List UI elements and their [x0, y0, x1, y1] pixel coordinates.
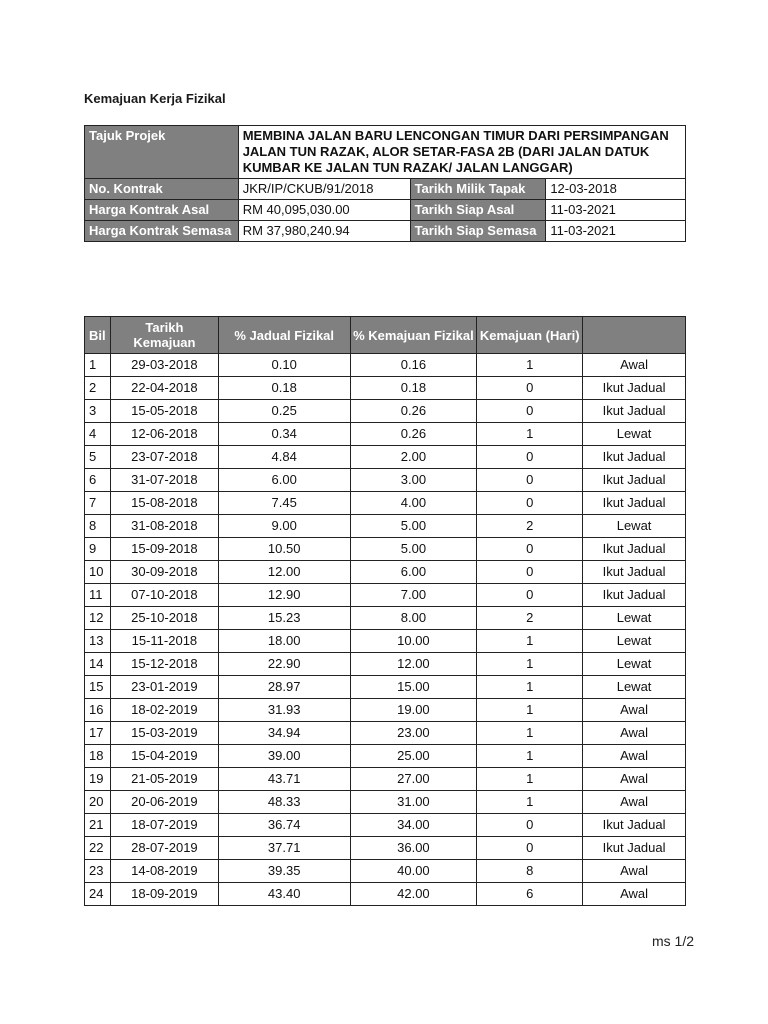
row-kemajuan-fizikal: 19.00	[350, 699, 477, 722]
row-kemajuan-fizikal: 12.00	[350, 653, 477, 676]
row-tarikh: 31-07-2018	[110, 469, 218, 492]
row-tarikh: 22-04-2018	[110, 377, 218, 400]
row-jadual-fizikal: 48.33	[218, 791, 350, 814]
row-kemajuan-hari: 1	[477, 745, 583, 768]
row-jadual-fizikal: 12.00	[218, 561, 350, 584]
table-row	[85, 722, 686, 745]
table-row	[85, 630, 686, 653]
row-tarikh: 15-12-2018	[110, 653, 218, 676]
row-tarikh: 18-02-2019	[110, 699, 218, 722]
row-kemajuan-hari: 1	[477, 676, 583, 699]
row-kemajuan-fizikal: 42.00	[350, 883, 477, 906]
row-kemajuan-hari: 1	[477, 630, 583, 653]
table-row	[85, 400, 686, 423]
row-jadual-fizikal: 0.18	[218, 377, 350, 400]
current-contract-price-value: RM 37,980,240.94	[238, 221, 410, 242]
row-status: Awal	[583, 791, 686, 814]
row-kemajuan-fizikal: 6.00	[350, 561, 477, 584]
row-tarikh: 25-10-2018	[110, 607, 218, 630]
row-kemajuan-hari: 0	[477, 561, 583, 584]
row-kemajuan-hari: 1	[477, 699, 583, 722]
row-tarikh: 15-08-2018	[110, 492, 218, 515]
row-bil: 15	[85, 676, 111, 699]
row-status: Ikut Jadual	[583, 377, 686, 400]
row-bil: 16	[85, 699, 111, 722]
row-jadual-fizikal: 22.90	[218, 653, 350, 676]
row-kemajuan-fizikal: 7.00	[350, 584, 477, 607]
row-kemajuan-fizikal: 4.00	[350, 492, 477, 515]
row-jadual-fizikal: 15.23	[218, 607, 350, 630]
progress-table-body	[85, 354, 686, 906]
row-bil: 9	[85, 538, 111, 561]
row-bil: 2	[85, 377, 111, 400]
row-jadual-fizikal: 43.40	[218, 883, 350, 906]
original-contract-price-label: Harga Kontrak Asal	[85, 200, 239, 221]
table-row	[85, 538, 686, 561]
row-status: Lewat	[583, 515, 686, 538]
row-tarikh: 28-07-2019	[110, 837, 218, 860]
row-jadual-fizikal: 7.45	[218, 492, 350, 515]
row-kemajuan-hari: 0	[477, 469, 583, 492]
contract-number-label: No. Kontrak	[85, 179, 239, 200]
row-status: Lewat	[583, 607, 686, 630]
row-kemajuan-fizikal: 8.00	[350, 607, 477, 630]
row-jadual-fizikal: 0.25	[218, 400, 350, 423]
row-kemajuan-hari: 1	[477, 423, 583, 446]
row-bil: 1	[85, 354, 111, 377]
row-status: Ikut Jadual	[583, 446, 686, 469]
table-row	[85, 860, 686, 883]
row-tarikh: 20-06-2019	[110, 791, 218, 814]
row-status: Ikut Jadual	[583, 837, 686, 860]
row-bil: 11	[85, 584, 111, 607]
row-tarikh: 15-05-2018	[110, 400, 218, 423]
row-jadual-fizikal: 9.00	[218, 515, 350, 538]
page-title: Kemajuan Kerja Fizikal	[84, 91, 226, 106]
row-kemajuan-fizikal: 31.00	[350, 791, 477, 814]
row-bil: 13	[85, 630, 111, 653]
row-kemajuan-fizikal: 15.00	[350, 676, 477, 699]
row-bil: 24	[85, 883, 111, 906]
row-jadual-fizikal: 18.00	[218, 630, 350, 653]
table-row	[85, 607, 686, 630]
header-kemajuan-hari: Kemajuan (Hari)	[477, 317, 583, 354]
row-status: Lewat	[583, 423, 686, 446]
row-jadual-fizikal: 12.90	[218, 584, 350, 607]
table-row	[85, 837, 686, 860]
row-jadual-fizikal: 39.35	[218, 860, 350, 883]
table-row	[85, 653, 686, 676]
row-tarikh: 07-10-2018	[110, 584, 218, 607]
table-row	[85, 423, 686, 446]
row-bil: 6	[85, 469, 111, 492]
progress-header-row	[85, 317, 686, 354]
table-row	[85, 584, 686, 607]
row-kemajuan-hari: 0	[477, 400, 583, 423]
table-row	[85, 469, 686, 492]
row-kemajuan-fizikal: 10.00	[350, 630, 477, 653]
table-row	[85, 699, 686, 722]
progress-table	[84, 316, 686, 906]
row-bil: 18	[85, 745, 111, 768]
table-row	[85, 377, 686, 400]
row-tarikh: 30-09-2018	[110, 561, 218, 584]
row-bil: 19	[85, 768, 111, 791]
row-status: Ikut Jadual	[583, 538, 686, 561]
table-row	[85, 676, 686, 699]
row-jadual-fizikal: 6.00	[218, 469, 350, 492]
table-row	[85, 515, 686, 538]
row-kemajuan-fizikal: 23.00	[350, 722, 477, 745]
row-tarikh: 31-08-2018	[110, 515, 218, 538]
row-kemajuan-fizikal: 5.00	[350, 515, 477, 538]
row-kemajuan-fizikal: 25.00	[350, 745, 477, 768]
row-kemajuan-hari: 1	[477, 722, 583, 745]
row-tarikh: 21-05-2019	[110, 768, 218, 791]
current-completion-date-label: Tarikh Siap Semasa	[410, 221, 546, 242]
header-tarikh: Tarikh Kemajuan	[110, 317, 218, 354]
current-completion-date-value: 11-03-2021	[546, 221, 686, 242]
row-tarikh: 18-07-2019	[110, 814, 218, 837]
row-status: Lewat	[583, 653, 686, 676]
row-status: Awal	[583, 722, 686, 745]
row-kemajuan-hari: 0	[477, 492, 583, 515]
row-bil: 23	[85, 860, 111, 883]
row-kemajuan-fizikal: 27.00	[350, 768, 477, 791]
row-bil: 7	[85, 492, 111, 515]
row-jadual-fizikal: 31.93	[218, 699, 350, 722]
project-title-row	[85, 126, 686, 179]
row-kemajuan-hari: 1	[477, 791, 583, 814]
current-price-row	[85, 221, 686, 242]
table-row	[85, 492, 686, 515]
row-tarikh: 15-04-2019	[110, 745, 218, 768]
row-jadual-fizikal: 0.34	[218, 423, 350, 446]
original-completion-date-label: Tarikh Siap Asal	[410, 200, 546, 221]
row-bil: 10	[85, 561, 111, 584]
row-jadual-fizikal: 28.97	[218, 676, 350, 699]
row-bil: 12	[85, 607, 111, 630]
row-tarikh: 23-01-2019	[110, 676, 218, 699]
row-jadual-fizikal: 0.10	[218, 354, 350, 377]
header-jadual-fizikal: % Jadual Fizikal	[218, 317, 350, 354]
row-status: Awal	[583, 745, 686, 768]
row-kemajuan-fizikal: 2.00	[350, 446, 477, 469]
row-bil: 5	[85, 446, 111, 469]
row-status: Awal	[583, 354, 686, 377]
row-kemajuan-fizikal: 0.26	[350, 400, 477, 423]
page-number: ms 1/2	[652, 933, 695, 949]
row-kemajuan-hari: 1	[477, 653, 583, 676]
row-status: Ikut Jadual	[583, 584, 686, 607]
row-status: Lewat	[583, 676, 686, 699]
row-kemajuan-hari: 0	[477, 584, 583, 607]
row-kemajuan-fizikal: 0.18	[350, 377, 477, 400]
site-possession-date-label: Tarikh Milik Tapak	[410, 179, 546, 200]
table-row	[85, 446, 686, 469]
row-tarikh: 29-03-2018	[110, 354, 218, 377]
row-jadual-fizikal: 36.74	[218, 814, 350, 837]
table-row	[85, 814, 686, 837]
row-kemajuan-fizikal: 5.00	[350, 538, 477, 561]
original-completion-date-value: 11-03-2021	[546, 200, 686, 221]
row-kemajuan-fizikal: 0.26	[350, 423, 477, 446]
row-jadual-fizikal: 43.71	[218, 768, 350, 791]
row-kemajuan-hari: 8	[477, 860, 583, 883]
row-kemajuan-hari: 1	[477, 354, 583, 377]
row-jadual-fizikal: 37.71	[218, 837, 350, 860]
project-info-table	[84, 125, 686, 242]
row-kemajuan-fizikal: 36.00	[350, 837, 477, 860]
project-title-value: MEMBINA JALAN BARU LENCONGAN TIMUR DARI PERSIMPANGAN JALAN TUN RAZAK, ALOR SETAR-FASA 2B (DARI JALAN DATUK KUMBAR KE JALAN TUN RAZAK/ JALAN LANGGAR)	[238, 126, 685, 179]
row-tarikh: 15-03-2019	[110, 722, 218, 745]
row-tarikh: 23-07-2018	[110, 446, 218, 469]
table-row	[85, 883, 686, 906]
row-status: Ikut Jadual	[583, 561, 686, 584]
row-status: Ikut Jadual	[583, 469, 686, 492]
row-jadual-fizikal: 34.94	[218, 722, 350, 745]
row-kemajuan-hari: 0	[477, 446, 583, 469]
contract-number-value: JKR/IP/CKUB/91/2018	[238, 179, 410, 200]
table-row	[85, 768, 686, 791]
row-tarikh: 15-11-2018	[110, 630, 218, 653]
row-status: Awal	[583, 768, 686, 791]
row-jadual-fizikal: 39.00	[218, 745, 350, 768]
current-contract-price-label: Harga Kontrak Semasa	[85, 221, 239, 242]
row-status: Awal	[583, 860, 686, 883]
row-kemajuan-fizikal: 3.00	[350, 469, 477, 492]
header-status	[583, 317, 686, 354]
row-kemajuan-hari: 2	[477, 607, 583, 630]
row-bil: 20	[85, 791, 111, 814]
row-status: Ikut Jadual	[583, 814, 686, 837]
row-kemajuan-hari: 0	[477, 837, 583, 860]
contract-row	[85, 179, 686, 200]
row-tarikh: 18-09-2019	[110, 883, 218, 906]
row-bil: 21	[85, 814, 111, 837]
row-tarikh: 14-08-2019	[110, 860, 218, 883]
project-title-label: Tajuk Projek	[85, 126, 239, 179]
header-bil: Bil	[85, 317, 111, 354]
row-kemajuan-hari: 0	[477, 814, 583, 837]
row-bil: 14	[85, 653, 111, 676]
row-kemajuan-hari: 6	[477, 883, 583, 906]
row-status: Awal	[583, 699, 686, 722]
row-bil: 8	[85, 515, 111, 538]
row-bil: 17	[85, 722, 111, 745]
row-kemajuan-hari: 2	[477, 515, 583, 538]
table-row	[85, 745, 686, 768]
original-contract-price-value: RM 40,095,030.00	[238, 200, 410, 221]
row-kemajuan-fizikal: 34.00	[350, 814, 477, 837]
site-possession-date-value: 12-03-2018	[546, 179, 686, 200]
row-status: Awal	[583, 883, 686, 906]
row-bil: 4	[85, 423, 111, 446]
table-row	[85, 791, 686, 814]
original-price-row	[85, 200, 686, 221]
row-tarikh: 15-09-2018	[110, 538, 218, 561]
row-jadual-fizikal: 10.50	[218, 538, 350, 561]
row-bil: 3	[85, 400, 111, 423]
row-status: Ikut Jadual	[583, 400, 686, 423]
table-row	[85, 561, 686, 584]
row-kemajuan-hari: 0	[477, 377, 583, 400]
row-tarikh: 12-06-2018	[110, 423, 218, 446]
row-kemajuan-fizikal: 0.16	[350, 354, 477, 377]
row-kemajuan-hari: 1	[477, 768, 583, 791]
row-status: Ikut Jadual	[583, 492, 686, 515]
row-status: Lewat	[583, 630, 686, 653]
row-kemajuan-fizikal: 40.00	[350, 860, 477, 883]
row-jadual-fizikal: 4.84	[218, 446, 350, 469]
row-bil: 22	[85, 837, 111, 860]
header-kemajuan-fizikal: % Kemajuan Fizikal	[350, 317, 477, 354]
row-kemajuan-hari: 0	[477, 538, 583, 561]
table-row	[85, 354, 686, 377]
